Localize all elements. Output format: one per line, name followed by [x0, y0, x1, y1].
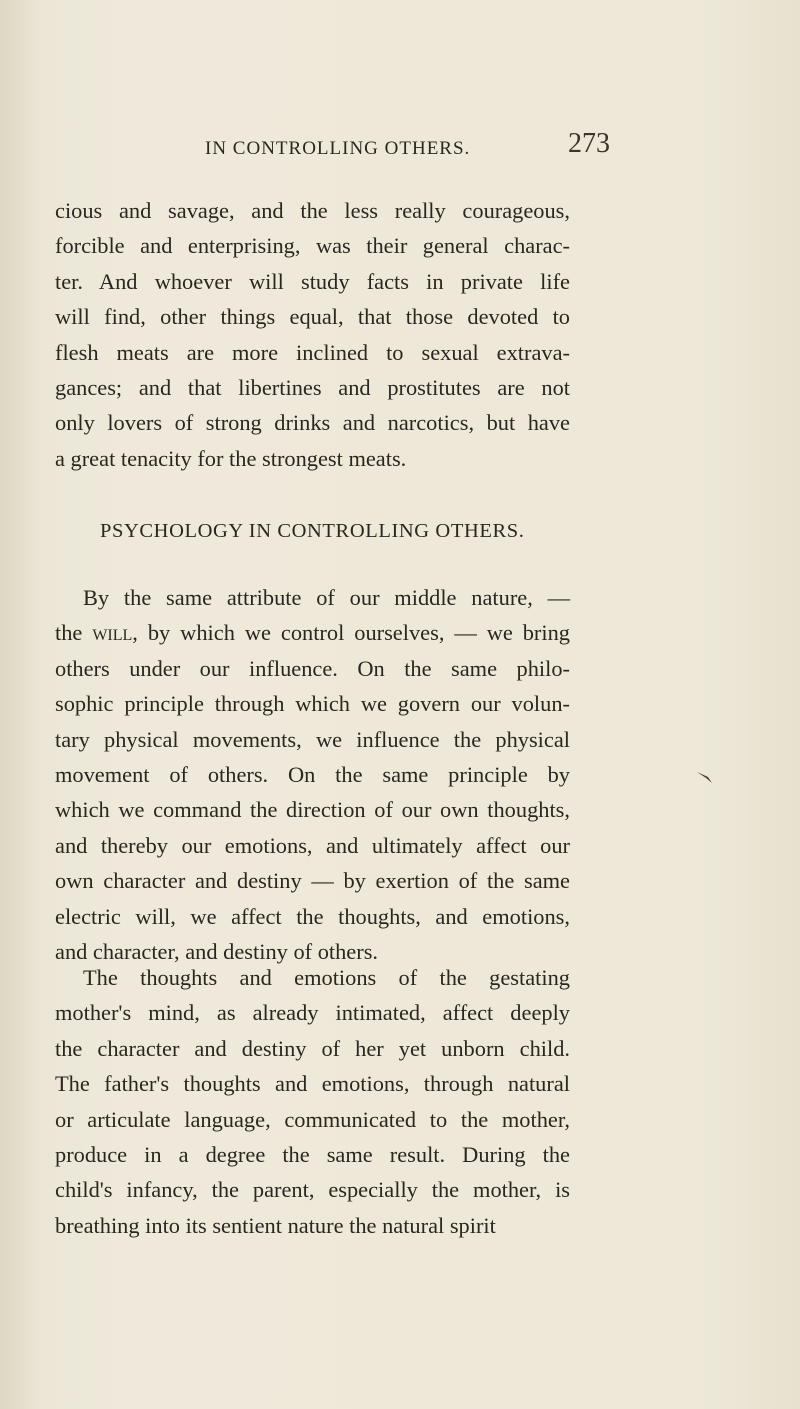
text-line: cious and savage, and the less really courageous,: [55, 198, 570, 223]
text-line: own character and destiny — by exertion of the same: [55, 868, 570, 894]
paragraph-1: [55, 193, 570, 476]
text-line: By the same attribute of our middle nature, —: [83, 585, 570, 610]
text-line: only lovers of strong drinks and narcotics, but have: [55, 410, 570, 436]
paragraph-3: [55, 960, 570, 1243]
text-line: movement of others. On the same principle by: [55, 762, 570, 788]
text-line: or articulate language, communicated to the mother,: [55, 1106, 570, 1132]
will-small-caps: will: [92, 620, 133, 646]
text-line: child's infancy, the parent, especially the mother, is: [55, 1177, 570, 1203]
text-line: sophic principle through which we govern our volun-: [55, 691, 570, 717]
text-line: and character, and destiny of others.: [55, 939, 379, 965]
text-line: [55, 615, 570, 650]
text-line: a great tenacity for the strongest meats.: [55, 445, 407, 471]
text-line: forcible and enterprising, was their general charac-: [55, 233, 570, 259]
ink-mark-icon: [696, 770, 714, 784]
text-line: The father's thoughts and emotions, through natural: [55, 1071, 570, 1097]
text-line: ter. And whoever will study facts in private life: [55, 268, 570, 294]
text-line: The thoughts and emotions of the gestating: [83, 965, 570, 990]
text-fragment: , by which we control ourselves, — we bring: [132, 620, 571, 646]
text-line: others under our influence. On the same philo-: [55, 655, 570, 681]
page-number: 273: [568, 128, 610, 159]
text-line: tary physical movements, we influence the physical: [55, 726, 570, 752]
text-line: gances; and that libertines and prostitutes are not: [55, 375, 570, 401]
text-line: which we command the direction of our own thoughts,: [55, 797, 570, 823]
text-line: flesh meats are more inclined to sexual extrava-: [55, 339, 570, 365]
text-fragment: the: [55, 620, 93, 646]
text-line: electric will, we affect the thoughts, and emotions,: [55, 903, 570, 929]
text-line: will find, other things equal, that those devoted to: [55, 304, 570, 330]
text-line: the character and destiny of her yet unborn child.: [55, 1035, 570, 1061]
text-line: mother's mind, as already intimated, affect deeply: [55, 1000, 570, 1026]
text-line: produce in a degree the same result. During the: [55, 1142, 570, 1168]
text-line: breathing into its sentient nature the natural spirit: [55, 1212, 496, 1238]
running-header: IN CONTROLLING OTHERS.: [205, 138, 471, 159]
text-line: and thereby our emotions, and ultimately affect our: [55, 832, 570, 858]
section-heading: PSYCHOLOGY IN CONTROLLING OTHERS.: [100, 520, 525, 542]
paragraph-2: [55, 580, 570, 969]
